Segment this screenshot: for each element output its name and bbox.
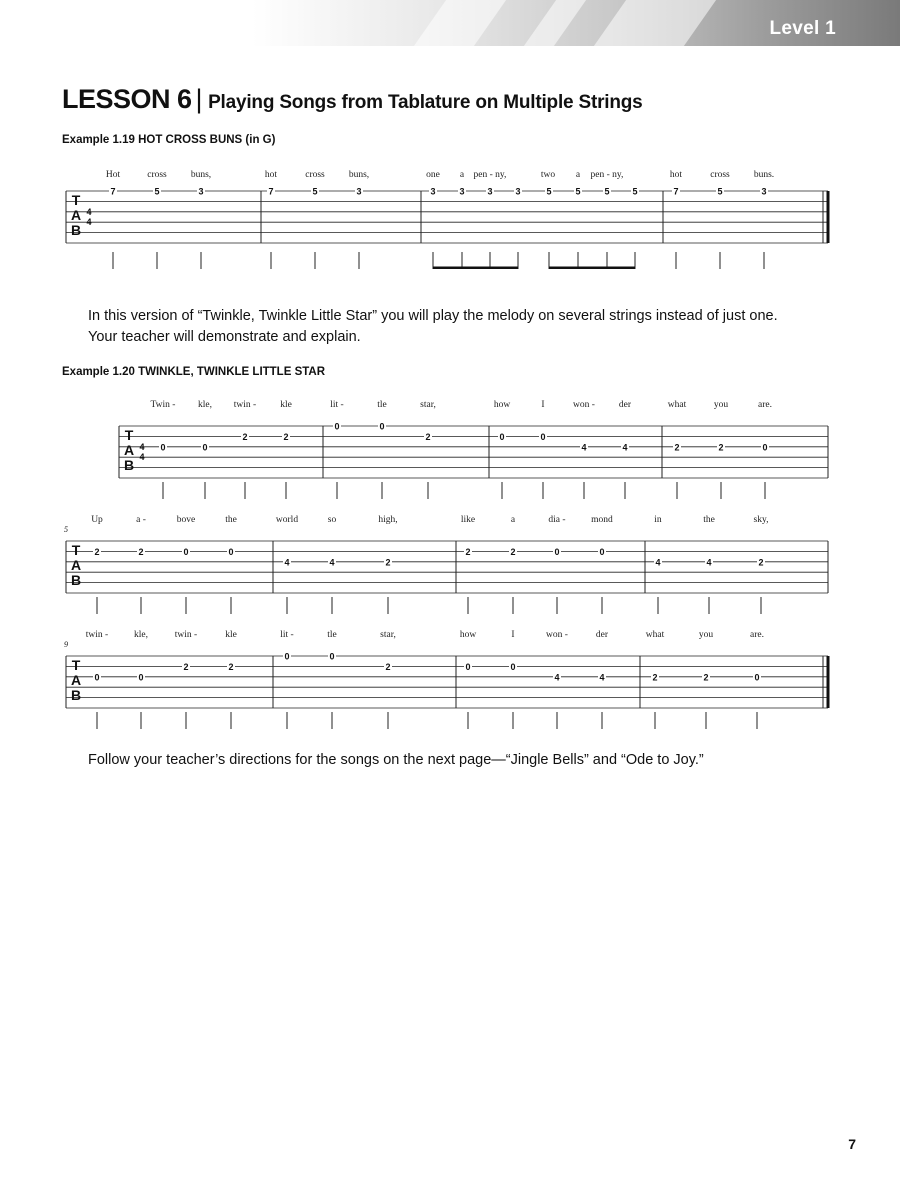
example-title: Example 1.19 HOT CROSS BUNS (in G) bbox=[62, 134, 276, 146]
lyric-syllable: der bbox=[618, 400, 632, 410]
fret-number: 3 bbox=[487, 186, 493, 197]
lyric-syllable: one bbox=[426, 170, 440, 180]
fret-number: 2 bbox=[674, 442, 680, 453]
lyric-syllable: high, bbox=[378, 515, 398, 525]
fret-number: 4 bbox=[622, 442, 628, 453]
fret-number: 2 bbox=[242, 431, 248, 442]
lesson-number: LESSON 6 bbox=[62, 84, 192, 114]
fret-number: 4 bbox=[284, 557, 290, 568]
fret-number: 3 bbox=[198, 186, 204, 197]
lyric-syllable: kle, bbox=[198, 400, 212, 410]
fret-number: 2 bbox=[425, 431, 431, 442]
fret-number: 2 bbox=[183, 661, 189, 672]
example-title: Example 1.20 TWINKLE, TWINKLE LITTLE STAR bbox=[62, 366, 326, 378]
fret-number: 2 bbox=[718, 442, 724, 453]
lyric-syllable: buns, bbox=[348, 170, 370, 180]
fret-number: 2 bbox=[94, 546, 100, 557]
fret-number: 0 bbox=[554, 546, 560, 557]
fret-number: 3 bbox=[459, 186, 465, 197]
fret-number: 5 bbox=[717, 186, 723, 197]
tab-clef-letter: A bbox=[70, 672, 82, 688]
fret-number: 2 bbox=[703, 672, 709, 683]
lyric-syllable: buns, bbox=[190, 170, 212, 180]
lesson-subtitle: Playing Songs from Tablature on Multiple Strings bbox=[208, 92, 643, 113]
fret-number: 4 bbox=[706, 557, 712, 568]
lyric-syllable: hot bbox=[264, 170, 278, 180]
lyric-syllable: how bbox=[493, 400, 511, 410]
lyric-syllable: tle bbox=[377, 400, 387, 410]
fret-number: 0 bbox=[499, 431, 505, 442]
lyric-syllable: what bbox=[645, 630, 665, 640]
lyric-syllable: sky, bbox=[753, 515, 769, 525]
fret-number: 0 bbox=[599, 546, 605, 557]
lyric-syllable: a bbox=[575, 170, 581, 180]
fret-number: 4 bbox=[554, 672, 560, 683]
fret-number: 3 bbox=[761, 186, 767, 197]
lyric-syllable: like bbox=[460, 515, 476, 525]
fret-number: 5 bbox=[154, 186, 160, 197]
fret-number: 0 bbox=[138, 672, 144, 683]
fret-number: 7 bbox=[110, 186, 116, 197]
lyric-syllable: two bbox=[540, 170, 556, 180]
lyric-syllable: pen - ny, bbox=[473, 170, 507, 180]
fret-number: 5 bbox=[575, 186, 581, 197]
time-signature-digit: 4 bbox=[139, 442, 145, 452]
lyric-syllable: dia - bbox=[548, 515, 566, 525]
time-signature-digit: 4 bbox=[86, 207, 92, 217]
lesson-separator: | bbox=[195, 84, 203, 114]
lyric-syllable: hot bbox=[669, 170, 683, 180]
lyric-syllable: the bbox=[225, 515, 237, 525]
fret-number: 0 bbox=[160, 442, 166, 453]
fret-number: 0 bbox=[540, 431, 546, 442]
lyric-syllable: you bbox=[698, 630, 714, 640]
fret-number: 0 bbox=[334, 421, 340, 432]
fret-number: 2 bbox=[138, 546, 144, 557]
tab-clef-letter: A bbox=[123, 442, 135, 458]
fret-number: 4 bbox=[329, 557, 335, 568]
tab-clef-letter: T bbox=[71, 657, 81, 673]
tab-clef-letter: A bbox=[70, 557, 82, 573]
measure-number: 5 bbox=[64, 525, 68, 534]
lyric-syllable: mond bbox=[591, 515, 613, 525]
fret-number: 5 bbox=[604, 186, 610, 197]
fret-number: 5 bbox=[312, 186, 318, 197]
fret-number: 0 bbox=[183, 546, 189, 557]
fret-number: 2 bbox=[385, 661, 391, 672]
lyric-syllable: star, bbox=[380, 630, 396, 640]
tab-clef-letter: A bbox=[70, 207, 82, 223]
fret-number: 0 bbox=[465, 661, 471, 672]
fret-number: 4 bbox=[581, 442, 587, 453]
fret-number: 2 bbox=[385, 557, 391, 568]
fret-number: 0 bbox=[202, 442, 208, 453]
fret-number: 0 bbox=[329, 651, 335, 662]
lyric-syllable: you bbox=[713, 400, 729, 410]
lyric-syllable: lit - bbox=[330, 400, 344, 410]
lyric-syllable: kle bbox=[280, 400, 292, 410]
fret-number: 0 bbox=[510, 661, 516, 672]
lyric-syllable: tle bbox=[327, 630, 337, 640]
fret-number: 0 bbox=[228, 546, 234, 557]
fret-number: 2 bbox=[652, 672, 658, 683]
lyric-syllable: star, bbox=[420, 400, 436, 410]
lyric-syllable: buns. bbox=[753, 170, 775, 180]
lyric-syllable: world bbox=[275, 515, 299, 525]
lyric-syllable: won - bbox=[573, 400, 595, 410]
lyric-syllable: a - bbox=[136, 515, 146, 525]
measure-number: 9 bbox=[64, 640, 68, 649]
lyric-syllable: twin - bbox=[233, 400, 257, 410]
rhythm-beam bbox=[549, 267, 635, 270]
lyric-syllable: the bbox=[703, 515, 715, 525]
fret-number: 7 bbox=[673, 186, 679, 197]
tab-clef-letter: B bbox=[70, 572, 82, 588]
lyric-syllable: a bbox=[510, 515, 516, 525]
lyric-syllable: cross bbox=[710, 170, 730, 180]
time-signature-digit: 4 bbox=[139, 452, 145, 462]
fret-number: 3 bbox=[515, 186, 521, 197]
lyric-syllable: are. bbox=[758, 400, 772, 410]
fret-number: 2 bbox=[283, 431, 289, 442]
rhythm-beam bbox=[433, 267, 518, 270]
fret-number: 2 bbox=[465, 546, 471, 557]
fret-number: 3 bbox=[430, 186, 436, 197]
tab-clef-letter: B bbox=[70, 687, 82, 703]
level-label: Level 1 bbox=[769, 18, 836, 39]
fret-number: 2 bbox=[758, 557, 764, 568]
lyric-syllable: in bbox=[654, 515, 662, 525]
lyric-syllable: a bbox=[459, 170, 465, 180]
lyric-syllable: pen - ny, bbox=[590, 170, 624, 180]
time-signature-digit: 4 bbox=[86, 217, 92, 227]
tab-clef-letter: T bbox=[124, 427, 134, 443]
lyric-syllable: Up bbox=[91, 515, 103, 525]
tab-clef-letter: B bbox=[70, 222, 82, 238]
lyric-syllable: are. bbox=[750, 630, 764, 640]
tab-clef-letter: T bbox=[71, 542, 81, 558]
lyric-syllable: Hot bbox=[105, 170, 121, 180]
lyric-syllable: lit - bbox=[280, 630, 294, 640]
fret-number: 4 bbox=[655, 557, 661, 568]
lyric-syllable: kle, bbox=[134, 630, 148, 640]
lyric-syllable: won - bbox=[546, 630, 568, 640]
fret-number: 5 bbox=[546, 186, 552, 197]
lyric-syllable: how bbox=[459, 630, 477, 640]
lyric-syllable: twin - bbox=[174, 630, 198, 640]
fret-number: 0 bbox=[754, 672, 760, 683]
lyric-syllable: bove bbox=[176, 515, 196, 525]
lyric-syllable: twin - bbox=[85, 630, 109, 640]
fret-number: 2 bbox=[228, 661, 234, 672]
intro-paragraph: In this version of “Twinkle, Twinkle Little Star” you will play the melody on several strings instead of just one. Your teacher will demonstrate and explain. bbox=[88, 308, 778, 345]
lyric-syllable: what bbox=[667, 400, 687, 410]
tab-clef-letter: B bbox=[123, 457, 135, 473]
fret-number: 3 bbox=[356, 186, 362, 197]
fret-number: 0 bbox=[379, 421, 385, 432]
tab-clef-letter: T bbox=[71, 192, 81, 208]
fret-number: 4 bbox=[599, 672, 605, 683]
page-number: 7 bbox=[848, 1136, 856, 1152]
lyric-syllable: I bbox=[541, 400, 545, 410]
lyric-syllable: der bbox=[595, 630, 609, 640]
lyric-syllable: kle bbox=[225, 630, 237, 640]
outro-paragraph: Follow your teacher’s directions for the songs on the next page—“Jingle Bells” and “Ode to Joy.” bbox=[88, 752, 704, 768]
fret-number: 7 bbox=[268, 186, 274, 197]
fret-number: 0 bbox=[284, 651, 290, 662]
fret-number: 2 bbox=[510, 546, 516, 557]
lyric-syllable: I bbox=[511, 630, 515, 640]
fret-number: 5 bbox=[632, 186, 638, 197]
lyric-syllable: so bbox=[327, 515, 337, 525]
lyric-syllable: cross bbox=[305, 170, 325, 180]
lyric-syllable: Twin - bbox=[150, 400, 176, 410]
fret-number: 0 bbox=[762, 442, 768, 453]
lyric-syllable: cross bbox=[147, 170, 167, 180]
fret-number: 0 bbox=[94, 672, 100, 683]
